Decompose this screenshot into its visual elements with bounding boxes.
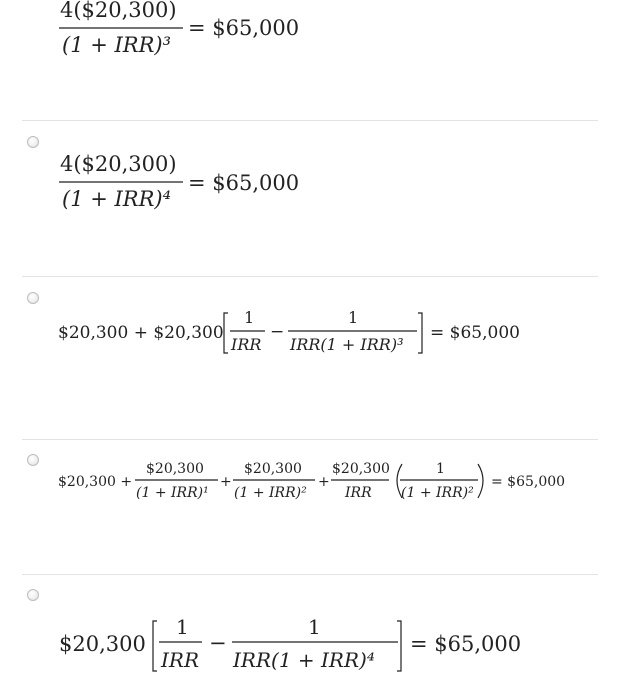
formula-5 [22, 575, 598, 683]
formula-5-frac1-numerator: 1 [176, 615, 189, 639]
formula-5-frac2-numerator: 1 [308, 615, 321, 639]
answer-option-4[interactable] [22, 440, 598, 574]
formula-4 [22, 440, 598, 574]
formula-3 [22, 277, 598, 438]
formula-2-result: = $65,000 [188, 171, 300, 195]
formula-5-frac2-denominator: IRR(1 + IRR)⁴ [233, 648, 375, 672]
formula-4-frac4-denominator: (1 + IRR)² [401, 485, 474, 501]
formula-4-frac1-numerator: $20,300 [146, 461, 204, 477]
formula-3-prefix: $20,300 + $20,300 [58, 323, 224, 343]
formula-2 [22, 121, 598, 275]
formula-3-minus: − [270, 322, 285, 342]
formula-3-left-bracket [224, 313, 228, 353]
formula-1-result: = $65,000 [188, 16, 300, 40]
formula-3-right-bracket [418, 313, 422, 353]
formula-3-frac2-denominator: IRR(1 + IRR)³ [290, 335, 404, 354]
formula-4-frac2-denominator: (1 + IRR)² [234, 485, 307, 501]
formula-5-result: = $65,000 [410, 632, 522, 656]
formula-3-result: = $65,000 [430, 323, 520, 343]
formula-1 [22, 0, 598, 118]
answer-option-3[interactable] [22, 277, 598, 438]
formula-5-right-bracket [397, 621, 401, 671]
answer-option-5[interactable] [22, 575, 598, 683]
formula-5-minus: − [209, 631, 227, 655]
answer-option-1[interactable] [22, 0, 598, 118]
formula-1-denominator: (1 + IRR)³ [62, 33, 172, 57]
formula-3-frac1-numerator: 1 [244, 308, 255, 327]
formula-5-prefix: $20,300 [59, 632, 146, 656]
formula-1-numerator: 4($20,300) [60, 0, 177, 22]
formula-3-frac2-numerator: 1 [348, 308, 359, 327]
formula-3-frac1-denominator: IRR [231, 335, 262, 354]
formula-5-left-bracket [153, 621, 157, 671]
formula-4-frac1-denominator: (1 + IRR)¹ [136, 485, 209, 501]
formula-4-right-paren [478, 464, 483, 498]
answer-option-2[interactable] [22, 121, 598, 275]
formula-4-prefix: $20,300 + [58, 474, 133, 490]
formula-4-frac3-denominator: IRR [345, 485, 372, 501]
formula-4-result: = $65,000 [491, 474, 566, 490]
formula-4-plus-1: + [220, 474, 232, 490]
formula-2-numerator: 4($20,300) [60, 152, 177, 176]
formula-5-frac1-denominator: IRR [161, 648, 200, 672]
formula-4-frac4-numerator: 1 [436, 461, 445, 477]
formula-4-frac2-numerator: $20,300 [244, 461, 302, 477]
formula-2-denominator: (1 + IRR)⁴ [62, 187, 172, 211]
formula-4-frac3-numerator: $20,300 [332, 461, 390, 477]
formula-4-plus-2: + [318, 474, 330, 490]
